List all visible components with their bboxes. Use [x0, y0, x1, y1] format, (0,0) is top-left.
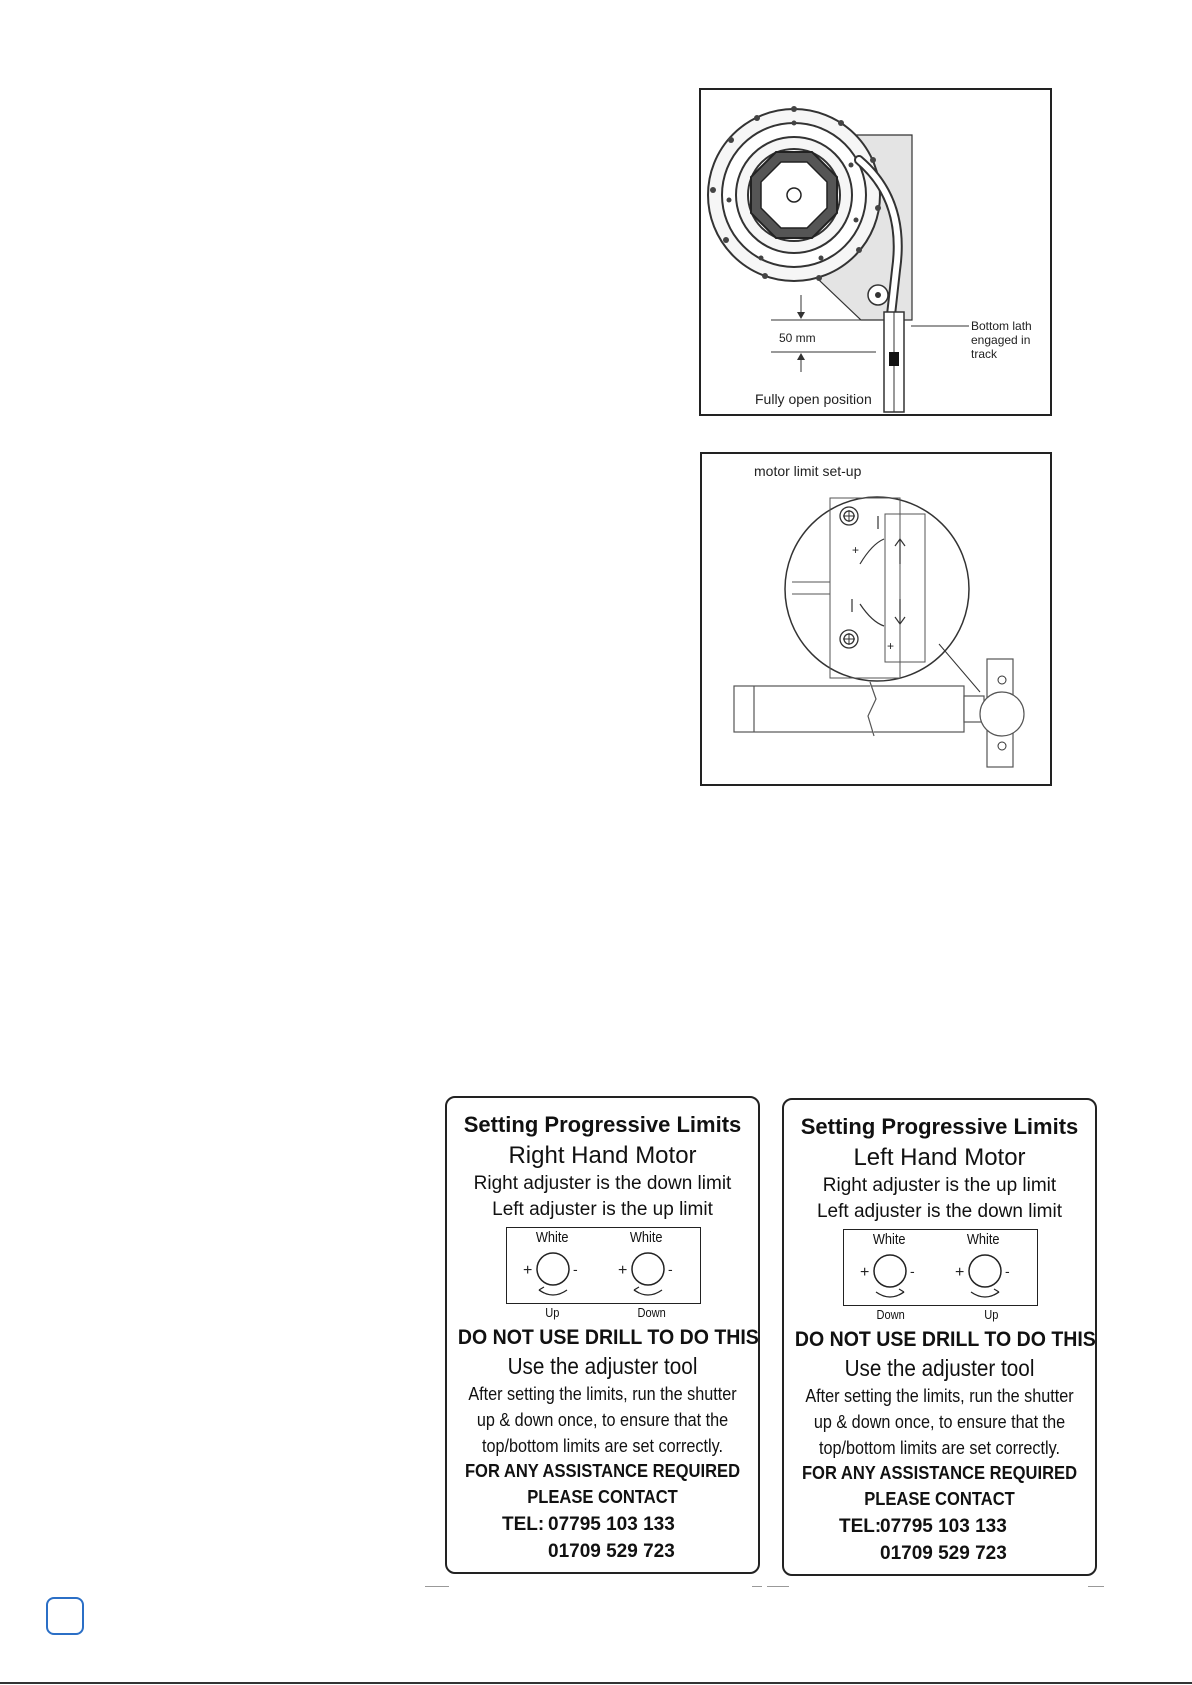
callout-line-3: track [971, 347, 998, 361]
phone-2: 01709 529 723 [880, 1543, 1007, 1564]
label-title: Setting Progressive Limits [463, 1112, 742, 1137]
trim-mark [1088, 1586, 1104, 1587]
dial-right-color: White [629, 1229, 663, 1246]
dial-left-direction: Down [876, 1307, 905, 1322]
assist-line-1: FOR ANY ASSISTANCE REQUIRED [801, 1463, 1078, 1483]
after-line-1: After setting the limits, run the shutter [468, 1384, 737, 1404]
assist-line-2: PLEASE CONTACT [527, 1487, 678, 1507]
dial-left-direction: Up [545, 1305, 560, 1320]
adjuster-dials [844, 1230, 1036, 1304]
dial-right-minus: - [1005, 1263, 1010, 1279]
label-left-hand-motor [782, 1098, 1097, 1576]
after-line-3: top/bottom limits are set correctly. [482, 1436, 723, 1456]
motor-limit-diagram [700, 452, 1052, 786]
dial-right [632, 1253, 664, 1285]
tool-instruction: Use the adjuster tool [507, 1353, 698, 1379]
adjuster-line-2: Left adjuster is the down limit [816, 1201, 1062, 1222]
dial-right-direction: Up [984, 1307, 999, 1322]
dial-right-plus: + [955, 1264, 965, 1281]
warning-text: DO NOT USE DRILL TO DO THIS [794, 1328, 1096, 1351]
trim-mark [767, 1586, 789, 1587]
dial-right-color: White [966, 1231, 1000, 1248]
figure-caption: Fully open position [755, 391, 872, 407]
tool-instruction: Use the adjuster tool [844, 1355, 1035, 1381]
dimension-label: 50 mm [779, 331, 816, 345]
trim-mark [425, 1586, 449, 1587]
dial-left [537, 1253, 569, 1285]
dial-left-plus: + [860, 1264, 870, 1281]
warning-text: DO NOT USE DRILL TO DO THIS [457, 1326, 759, 1349]
dial-left-color: White [872, 1231, 906, 1248]
adjuster-line-2: Left adjuster is the up limit [492, 1199, 713, 1220]
svg-text:+: + [887, 639, 895, 653]
dial-right-direction: Down [637, 1305, 666, 1320]
roller-coil-illustration [701, 90, 1050, 414]
assist-line-1: FOR ANY ASSISTANCE REQUIRED [464, 1461, 741, 1481]
callout-line-2: engaged in [971, 333, 1031, 347]
callout-line-1: Bottom lath [971, 319, 1032, 333]
trim-mark [752, 1586, 762, 1587]
assist-line-2: PLEASE CONTACT [864, 1489, 1015, 1509]
after-line-3: top/bottom limits are set correctly. [819, 1438, 1060, 1458]
adjuster-diagram [506, 1227, 701, 1304]
motor-type: Right Hand Motor [508, 1142, 697, 1169]
phone-1: 07795 103 133 [880, 1516, 1007, 1537]
dial-left-plus: + [523, 1262, 533, 1279]
after-line-1: After setting the limits, run the shutter [805, 1386, 1074, 1406]
dial-left-minus: - [573, 1261, 578, 1277]
adjuster-line-1: Right adjuster is the down limit [473, 1173, 732, 1194]
after-line-2: up & down once, to ensure that the [476, 1410, 729, 1430]
dial-left [874, 1255, 906, 1287]
svg-text:+: + [852, 543, 860, 557]
page-number-badge [46, 1597, 84, 1635]
tel-label: TEL: [839, 1516, 882, 1537]
dial-left-minus: - [910, 1263, 915, 1279]
dial-left-color: White [535, 1229, 569, 1246]
bottom-rule [0, 1682, 1192, 1684]
motor-type: Left Hand Motor [853, 1144, 1026, 1171]
fully-open-diagram [699, 88, 1052, 416]
phone-2: 01709 529 723 [548, 1541, 675, 1562]
figure-caption: motor limit set-up [754, 463, 862, 479]
adjuster-line-1: Right adjuster is the up limit [822, 1175, 1057, 1196]
adjuster-dials [507, 1228, 699, 1302]
dial-right-plus: + [618, 1262, 628, 1279]
adjuster-diagram [843, 1229, 1038, 1306]
motor-limit-illustration [702, 454, 1050, 784]
tel-label: TEL: [502, 1514, 545, 1535]
dial-right [969, 1255, 1001, 1287]
phone-1: 07795 103 133 [548, 1514, 675, 1535]
label-title: Setting Progressive Limits [800, 1114, 1079, 1139]
dial-right-minus: - [668, 1261, 673, 1277]
after-line-2: up & down once, to ensure that the [813, 1412, 1066, 1432]
label-right-hand-motor [445, 1096, 760, 1574]
